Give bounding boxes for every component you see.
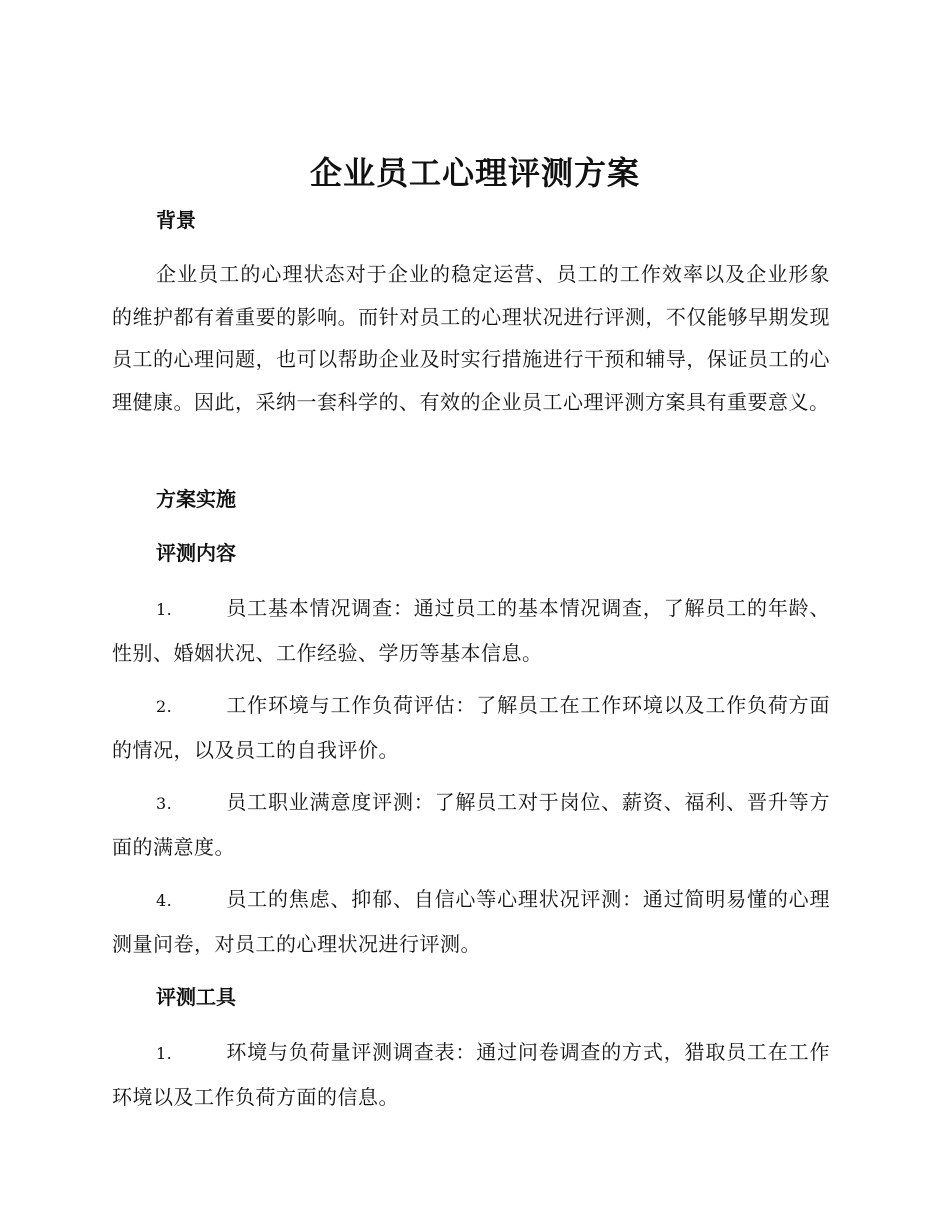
tools-list-item — [112, 1031, 830, 1118]
section-heading-tools: 评测工具 — [156, 985, 236, 1009]
content-list-item — [112, 878, 830, 965]
list-item-text: 员工的焦虑、抑郁、自信心等心理状况评测：通过简明易懂的心理测量问卷，对员工的心理状况进行评测。 — [112, 887, 830, 956]
list-item-number: 1. — [156, 1044, 173, 1063]
section-heading-background: 背景 — [156, 208, 196, 232]
background-paragraph: 企业员工的心理状态对于企业的稳定运营、员工的工作效率以及企业形象的维护都有着重要的影响。而针对员工的心理状况进行评测，不仅能够早期发现员工的心理问题，也可以帮助企业及时实行措施进行干预和辅导，保证员工的心理健康。因此，采纳一套科学的、有效的企业员工心理评测方案具有重要意义。 — [112, 262, 830, 414]
list-item-text: 工作环境与工作负荷评估：了解员工在工作环境以及工作负荷方面的情况，以及员工的自我评价。 — [112, 693, 830, 762]
list-item-text: 员工基本情况调查：通过员工的基本情况调查，了解员工的年龄、性别、婚姻状况、工作经验、学历等基本信息。 — [112, 596, 830, 665]
list-item-number: 4. — [156, 891, 173, 910]
document-title: 企业员工心理评测方案 — [309, 154, 640, 192]
list-item-number: 2. — [156, 697, 173, 716]
section-heading-content: 评测内容 — [156, 541, 236, 565]
list-item-text: 员工职业满意度评测：了解员工对于岗位、薪资、福利、晋升等方面的满意度。 — [112, 790, 830, 859]
list-item-text: 环境与负荷量评测调查表：通过问卷调查的方式，猎取员工在工作环境以及工作负荷方面的信息。 — [112, 1040, 830, 1109]
list-item-number: 1. — [156, 600, 173, 619]
content-list-item — [112, 587, 830, 674]
content-list-item — [112, 781, 830, 868]
section-heading-implementation: 方案实施 — [156, 487, 236, 511]
content-list-item — [112, 684, 830, 771]
list-item-number: 3. — [156, 794, 173, 813]
